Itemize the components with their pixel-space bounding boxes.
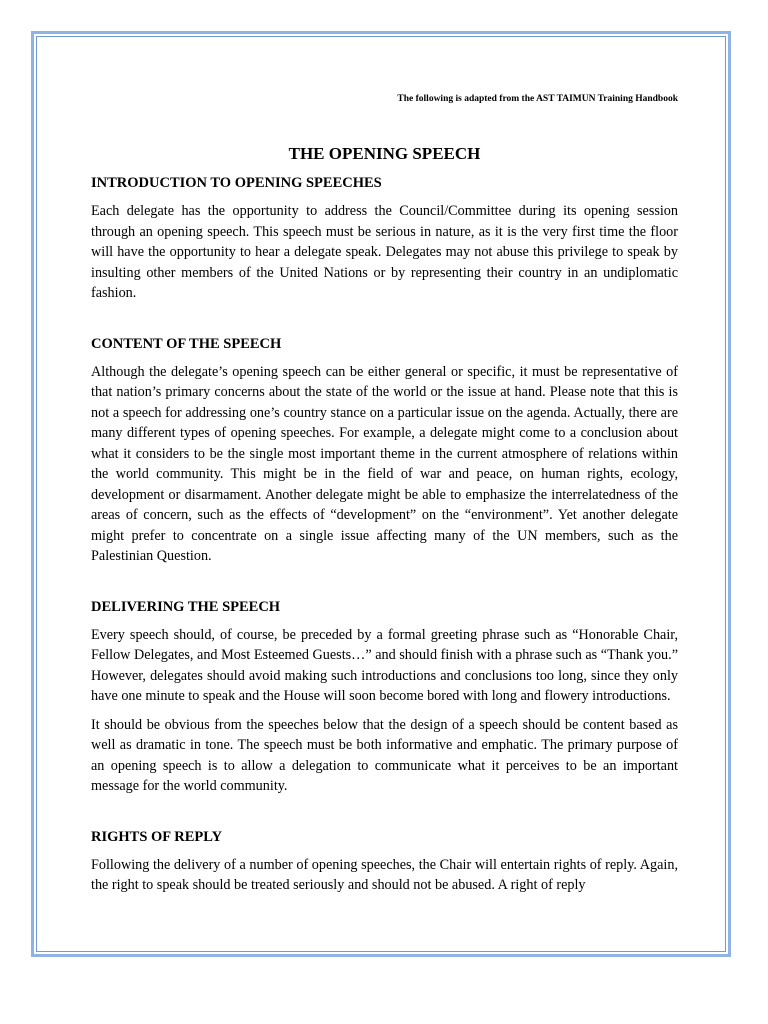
document-body	[91, 92, 678, 904]
paragraph: Each delegate has the opportunity to address the Council/Committee during its opening session through an opening speech. This speech must be serious in nature, as it is the very first time the floor will have the opportunity to hear a delegate speak. Delegates may not abuse this privilege to speak by insulting other members of the United Nations or by representing their country in an undiplomatic fashion.	[91, 203, 678, 301]
attribution-line: The following is adapted from the AST TAIMUN Training Handbook	[397, 94, 678, 104]
paragraph: Following the delivery of a number of opening speeches, the Chair will entertain rights of reply. Again, the right to speak should be treated seriously and should not be abused. A right of reply	[91, 856, 678, 893]
section-content	[91, 334, 678, 567]
section-heading: CONTENT OF THE SPEECH	[91, 335, 282, 352]
section-spacer	[91, 805, 678, 827]
paragraph: Every speech should, of course, be preceded by a formal greeting phrase such as “Honorable Chair, Fellow Delegates, and Most Esteemed Guests…” and should finish with a phrase such as “Thank you.” However, delegates should avoid making such introductions and conclusions too long, since they only have one minute to speak and the House will soon become bored with long and flowery introductions.	[91, 626, 678, 704]
document-title: THE OPENING SPEECH	[288, 144, 481, 163]
section-rights-of-reply	[91, 827, 678, 896]
section-spacer	[91, 575, 678, 597]
paragraph: It should be obvious from the speeches below that the design of a speech should be content based as well as dramatic in tone. The speech must be both informative and emphatic. The primary purpose of an opening speech is to allow a delegation to communicate what it perceives to be an important message for the world community.	[91, 716, 678, 794]
paragraph: Although the delegate’s opening speech can be either general or specific, it must be representative of that nation’s primary concerns about the state of the world or the issue at hand. Please note that this is not a speech for addressing one’s country stance on a particular issue on the agenda. Actually, there are many different types of opening speeches. For example, a delegate might come to a conclusion about what it considers to be the single most important theme in the current atmosphere of relations within the world community. This might be in the field of war and peace, on human rights, ecology, development or disarmament. Another delegate might be able to emphasize the interrelatedness of the areas of concern, such as the effects of “development” on the “environment”. Yet another delegate might prefer to concentrate on a single issue affecting many of the UN members, such as the Palestinian Question.	[91, 363, 678, 564]
section-spacer	[91, 312, 678, 334]
section-introduction	[91, 173, 678, 304]
section-delivering	[91, 597, 678, 797]
section-heading: RIGHTS OF REPLY	[91, 828, 223, 845]
section-heading: DELIVERING THE SPEECH	[91, 598, 281, 615]
section-heading: INTRODUCTION TO OPENING SPEECHES	[91, 175, 382, 191]
